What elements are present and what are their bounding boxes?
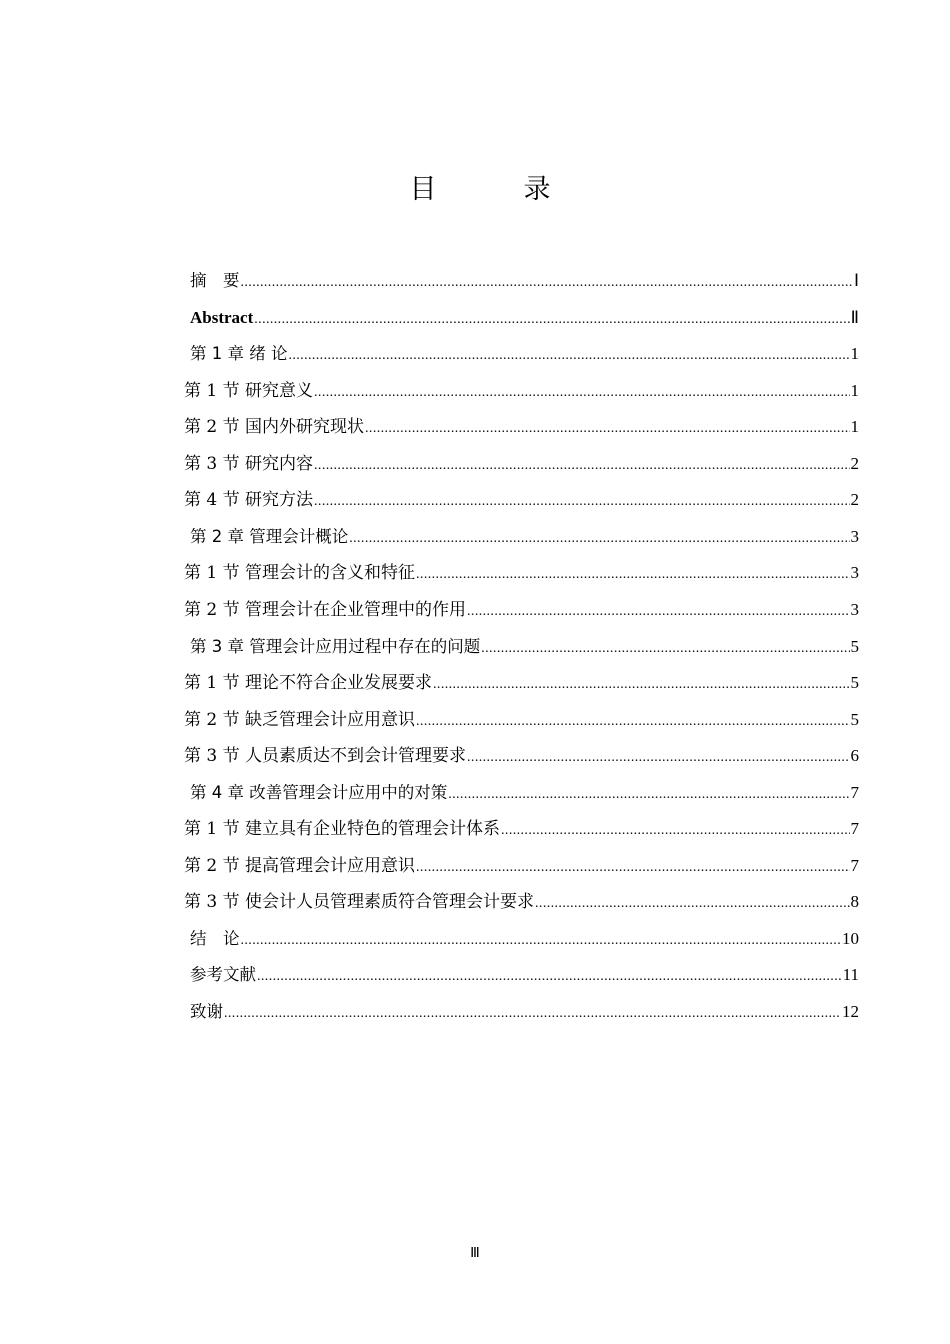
toc-entry-label: 第 1 节 研究意义 <box>184 380 314 401</box>
toc-entry[interactable] <box>184 548 859 584</box>
toc-entry[interactable] <box>184 658 859 694</box>
toc-dot-leader <box>224 1005 841 1023</box>
toc-entry-page: 1 <box>850 380 859 400</box>
toc-entry-label: 第 3 节 研究内容 <box>184 453 314 474</box>
toc-dot-leader <box>314 493 849 511</box>
toc-entry-page: 7 <box>850 782 859 802</box>
toc-entry[interactable] <box>184 439 859 475</box>
toc-entry-label: 第 2 节 提高管理会计应用意识 <box>184 855 416 876</box>
toc-dot-leader <box>314 457 849 475</box>
toc-entry-label: 摘 要 <box>190 271 240 290</box>
toc-entry-page: 5 <box>850 636 859 656</box>
toc-dot-leader <box>481 640 849 658</box>
toc-dot-leader <box>416 859 849 877</box>
toc-entry-label: 第 3 节 人员素质达不到会计管理要求 <box>184 746 467 767</box>
toc-entry-page: 7 <box>850 855 859 875</box>
toc-entry[interactable] <box>184 475 859 511</box>
toc-entry-label: 第 4 章 改善管理会计应用中的对策 <box>190 782 448 802</box>
toc-dot-leader <box>314 384 849 402</box>
page-number: Ⅲ <box>470 1246 480 1261</box>
toc-entry-page: Ⅰ <box>853 271 859 290</box>
toc-entry-label: 结 论 <box>190 928 240 948</box>
toc-entry-page: 3 <box>850 563 859 583</box>
toc-dot-leader <box>416 566 849 584</box>
toc-entry[interactable] <box>190 256 859 292</box>
toc-dot-leader <box>257 968 842 986</box>
toc-dot-leader <box>448 786 849 804</box>
toc-entry-label: 第 1 节 建立具有企业特色的管理会计体系 <box>184 819 501 840</box>
toc-entry-page: 10 <box>842 928 859 948</box>
toc-entry-page: 11 <box>842 965 859 985</box>
toc-entry-page: 7 <box>850 819 859 839</box>
toc-entry[interactable] <box>190 293 859 329</box>
toc-entry-label: 致谢 <box>190 1002 223 1021</box>
toc-entry-label: 第 2 节 管理会计在企业管理中的作用 <box>184 599 467 620</box>
toc-entry-label: 参考文献 <box>190 965 256 985</box>
toc-entry[interactable] <box>190 512 859 548</box>
toc-dot-leader <box>349 530 849 548</box>
toc-title: 目 录 <box>409 174 581 205</box>
toc-entry-label: 第 4 节 研究方法 <box>184 490 314 511</box>
toc-entry-page: 6 <box>850 746 859 766</box>
toc-entry-page: 1 <box>850 344 859 364</box>
toc-dot-leader <box>365 420 849 438</box>
toc-entry-page: 2 <box>850 453 859 473</box>
toc-entry[interactable] <box>184 731 859 767</box>
toc-entry[interactable] <box>184 366 859 402</box>
toc-entry[interactable] <box>184 804 859 840</box>
toc-entry[interactable] <box>184 402 859 438</box>
toc-entry-label: 第 3 节 使会计人员管理素质符合管理会计要求 <box>184 892 535 913</box>
toc-entry-label: 第 3 章 管理会计应用过程中存在的问题 <box>190 636 481 656</box>
toc-entry-page: 5 <box>850 709 859 729</box>
toc-dot-leader <box>416 713 849 731</box>
toc-entry[interactable] <box>190 950 859 986</box>
toc-dot-leader <box>535 895 849 913</box>
toc-entry-page: 2 <box>850 490 859 510</box>
toc-dot-leader <box>254 311 849 329</box>
toc-dot-leader <box>501 822 849 840</box>
toc-entry[interactable] <box>184 841 859 877</box>
toc-entry-page: 12 <box>842 1002 859 1021</box>
toc-dot-leader <box>433 676 849 694</box>
toc-dot-leader <box>467 749 849 767</box>
toc-dot-leader <box>288 347 849 365</box>
toc-entry-label: 第 2 章 管理会计概论 <box>190 526 349 546</box>
toc-entry[interactable] <box>190 768 859 804</box>
toc-entry-page: 3 <box>850 526 859 546</box>
toc-entry-page: 5 <box>850 673 859 693</box>
toc-entry-label: 第 1 章 绪 论 <box>190 344 288 364</box>
toc-entry[interactable] <box>190 987 859 1023</box>
toc-entry[interactable] <box>190 914 859 950</box>
toc-entry-label: 第 1 节 理论不符合企业发展要求 <box>184 673 433 694</box>
toc-entry[interactable] <box>184 585 859 621</box>
toc-entry-page: 1 <box>850 417 859 437</box>
toc-dot-leader <box>241 274 853 292</box>
toc-dot-leader <box>467 603 849 621</box>
toc-entry-page: 3 <box>850 599 859 619</box>
toc-entry-label: 第 1 节 管理会计的含义和特征 <box>184 563 416 584</box>
toc-entry[interactable] <box>190 622 859 658</box>
toc-entry[interactable] <box>184 877 859 913</box>
toc-entry-label: 第 2 节 缺乏管理会计应用意识 <box>184 709 416 730</box>
toc-entry[interactable] <box>184 695 859 731</box>
toc-entry[interactable] <box>190 329 859 365</box>
toc-entry-page: 8 <box>850 892 859 912</box>
toc-dot-leader <box>241 932 842 950</box>
toc-entry-page: Ⅱ <box>850 307 859 327</box>
toc-entry-label: Abstract <box>190 307 254 327</box>
toc-entry-label: 第 2 节 国内外研究现状 <box>184 417 365 438</box>
